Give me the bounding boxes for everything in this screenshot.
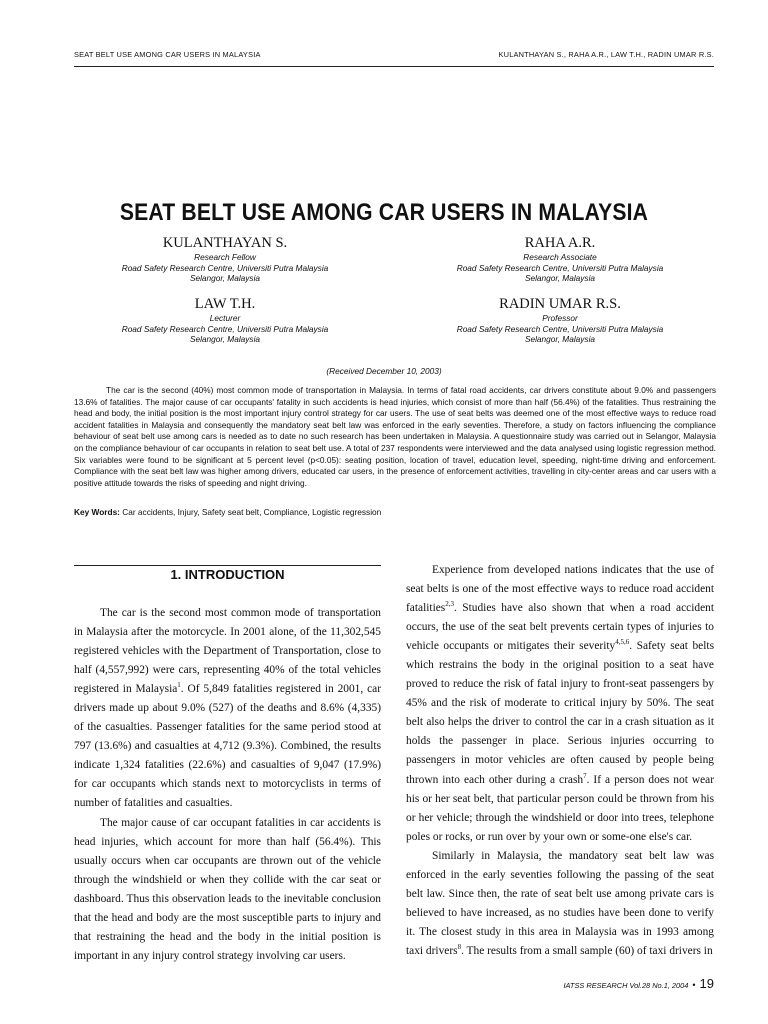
author-affiliation: Road Safety Research Centre, Universiti Putra Malaysia xyxy=(121,262,329,273)
bullet-separator: • xyxy=(692,980,696,990)
citation-ref: 4,5,6 xyxy=(615,638,630,647)
author-name: KULANTHAYAN S. xyxy=(162,235,288,251)
page-number: 19 xyxy=(699,976,714,991)
author-role: Research Fellow xyxy=(194,252,256,262)
author-location: Selangor, Malaysia xyxy=(524,273,596,283)
keywords-text: Car accidents, Injury, Safety seat belt, Compliance, Logistic regression xyxy=(119,507,382,517)
citation-ref: 8 xyxy=(457,943,462,952)
paragraph xyxy=(406,847,714,961)
received-date: (Received December 10, 2003) xyxy=(326,366,442,376)
text-run: . Of 5,849 fatalities registered in 2001, car drivers made up about 9.0% (527) of the deaths and 8.6% (4,335) of the casualties. Passenger fatalities for the same period stood at 797 (13.6%) and casualties at 4,712 (9.3%). Combined, the results indicate 1,324 fatalities (22.6%) and casualties of 9,047 (17.9%) for car occupants which stands next to motorcyclists in terms of number of fatalities and casualties. xyxy=(74,683,381,810)
body-column-left xyxy=(74,604,381,966)
author-block-3 xyxy=(60,296,390,345)
author-role: Professor xyxy=(542,313,578,323)
paragraph: The major cause of car occupant fatalities in car accidents is head injuries, which account for more than half (56.4%). This usually occurs when car occupants are thrown out of the vehicle through the windshield or when they collide with the car seat or dashboard. Thus this observation leads to the inevitable conclusion that the head and body are the most susceptible parts to injury and that restraining the head and the body in the initial position is important in any injury control strategy involving car users. xyxy=(74,816,381,962)
text-run: Similarly in Malaysia, the mandatory seat belt law was enforced in the early seventies following the passing of the seat belt law. Since then, the rate of seat belt use among private cars is believed to have increased, as no studies have been done to verify it. The closest study in this area in Malaysia was in 1993 among taxi drivers xyxy=(406,849,714,957)
author-role: Research Associate xyxy=(523,252,597,262)
keywords-label: Key Words: xyxy=(74,507,120,517)
author-name: RAHA A.R. xyxy=(524,235,596,251)
running-header-title: SEAT BELT USE AMONG CAR USERS IN MALAYSIA xyxy=(74,50,261,59)
author-block-2 xyxy=(395,235,725,284)
paragraph xyxy=(406,561,714,847)
text-run: . Studies have also shown that when a road accident occurs, the use of the seat belt prevents certain types of injuries to vehicle occupants or mitigates their severity xyxy=(406,602,714,653)
author-role: Lecturer xyxy=(209,313,241,323)
author-block-4 xyxy=(395,296,725,345)
author-location: Selangor, Malaysia xyxy=(189,273,261,283)
keywords xyxy=(74,507,716,517)
citation-ref: 7 xyxy=(583,771,587,780)
paragraph xyxy=(74,604,381,814)
text-run: The car is the second most common mode of transportation in Malaysia after the motorcycle. In 2001 alone, of the 11,302,545 registered vehicles with the Department of Transportation, close to half (4,557,992) were cars, representing 40% of the total vehicles registered in Malaysia xyxy=(74,607,381,696)
page-footer xyxy=(564,976,715,991)
author-affiliation: Road Safety Research Centre, Universiti Putra Malaysia xyxy=(456,262,664,273)
text-run: . Safety seat belts which restrains the body in the original position to a seat have proved to reduce the risk of fatal injury to front-seat passengers by 45% and the risk of moderate to critical injury by 50%. The seat belt also helps the driver to control the car in a crash situation as it holds the passenger in place. Serious injuries occurring to passengers in motor vehicles are often caused by people being thrown into each other during a crash xyxy=(406,640,714,786)
section-heading: 1. INTRODUCTION xyxy=(170,567,285,582)
citation-ref: 2,3 xyxy=(445,600,454,609)
abstract: The car is the second (40%) most common mode of transportation in Malaysia. In terms of fatal road accidents, car drivers constitute about 9.0% and passengers 13.6% of fatalities. The major cause of car occupants' fatality in such accidents is head injuries, which consist of more than half (56.4%) of the fatalities. Thus restraining the head and body, the initial position is the most important injury control strategy for car users. The use of seat belts was deemed one of the most effective ways to reduce road accident fatalities in Malaysia and consequently the mandatory seat belt law was enforced in the early seventies. Therefore, a study on factors influencing the compliance behaviour of seat belt use among cars is needed as to date no such research has been undertaken in Malaysia. A questionnaire study was carried out in Selangor, Malaysia on the compliance behaviour of car occupants in relation to seat belt use. A total of 237 respondents were interviewed and the data analysed using logistic regression method. Six variables were found to be significant at 5 percent level (p<0.05): seating position, location of travel, education level, speeding, night-time driving and enforcement. Compliance with the seat belt law was higher among drivers, educated car users, in the presence of enforcement activities, travelling in city-center areas and car users with a positive attitude towards the risks of speeding and night driving. xyxy=(74,385,716,488)
author-location: Selangor, Malaysia xyxy=(189,334,261,344)
body-column-right xyxy=(406,561,714,961)
author-block-1 xyxy=(60,235,390,284)
journal-citation: IATSS RESEARCH Vol.28 No.1, 2004 xyxy=(563,981,689,990)
citation-ref: 1 xyxy=(177,681,181,690)
author-affiliation: Road Safety Research Centre, Universiti Putra Malaysia xyxy=(456,323,664,334)
author-location: Selangor, Malaysia xyxy=(524,334,596,344)
text-run: Experience from developed nations indicates that the use of seat belts is one of the most effective ways to reduce road accident fatalities xyxy=(406,564,714,615)
text-run: . The results from a small sample (60) of taxi drivers in xyxy=(461,944,713,957)
paper-title: SEAT BELT USE AMONG CAR USERS IN MALAYSIA xyxy=(119,199,649,226)
running-header-authors: KULANTHAYAN S., RAHA A.R., LAW T.H., RADIN UMAR R.S. xyxy=(498,50,714,59)
author-affiliation: Road Safety Research Centre, Universiti Putra Malaysia xyxy=(121,323,329,334)
author-name: RADIN UMAR R.S. xyxy=(499,296,621,312)
text-run: . If a person does not wear his or her seat belt, that particular person could be thrown from his or her vehicle; through the windshield or door into trees, telephone poles or rocks, or run over by your own or some-one else's car. xyxy=(406,773,714,843)
author-name: LAW T.H. xyxy=(194,296,256,312)
section-rule xyxy=(74,565,381,566)
running-header xyxy=(74,50,714,67)
